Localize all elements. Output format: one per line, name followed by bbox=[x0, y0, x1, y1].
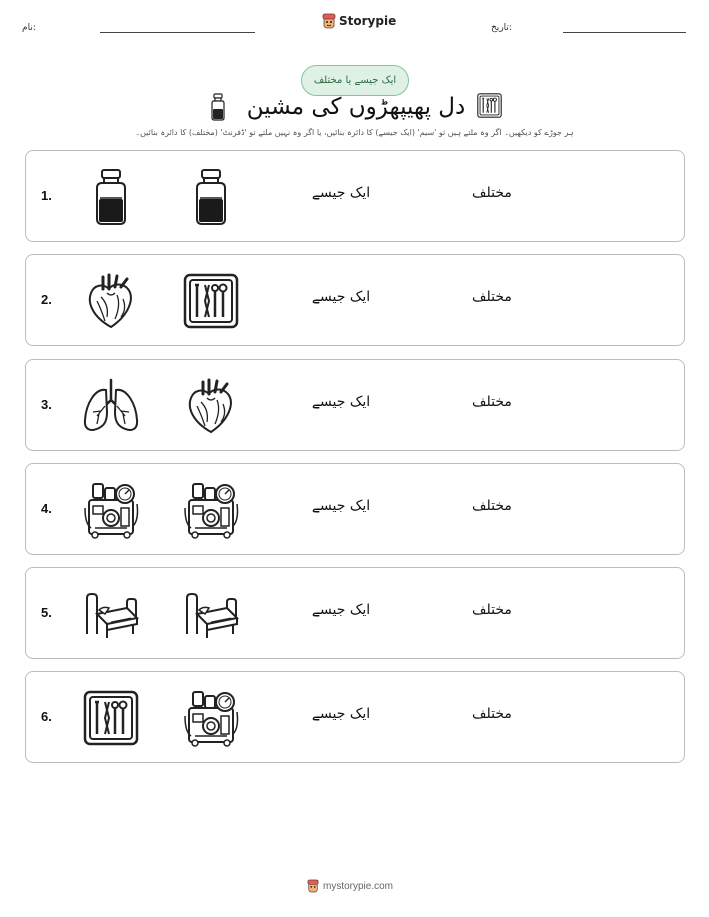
vial-icon bbox=[209, 93, 227, 121]
heart-lung-machine-icon bbox=[81, 480, 141, 540]
option-different[interactable]: مختلف bbox=[472, 498, 512, 514]
heart-lung-machine-icon bbox=[181, 688, 241, 748]
option-different[interactable]: مختلف bbox=[472, 394, 512, 410]
worksheet-header bbox=[0, 10, 709, 40]
activity-badge: ایک جیسے یا مختلف bbox=[301, 65, 409, 96]
vial-icon bbox=[181, 167, 241, 227]
storypie-logo-icon bbox=[307, 879, 319, 893]
matching-row bbox=[25, 254, 685, 346]
option-different[interactable]: مختلف bbox=[472, 289, 512, 305]
row-number: 1. bbox=[41, 188, 52, 203]
heart-icon bbox=[81, 271, 141, 331]
matching-row bbox=[25, 150, 685, 242]
hospital-bed-icon bbox=[81, 584, 141, 644]
name-line[interactable] bbox=[100, 32, 255, 33]
surgical-tools-icon bbox=[476, 92, 503, 119]
date-label: تاریخ: bbox=[491, 23, 512, 33]
option-same[interactable]: ایک جیسے bbox=[311, 498, 371, 514]
vial-icon bbox=[81, 167, 141, 227]
page-title: دل پھیپھڑوں کی مشین bbox=[246, 94, 466, 120]
brand bbox=[322, 13, 396, 29]
heart-lung-machine-icon bbox=[181, 480, 241, 540]
matching-row bbox=[25, 359, 685, 451]
option-same[interactable]: ایک جیسے bbox=[311, 602, 371, 618]
heart-icon bbox=[181, 376, 241, 436]
option-same[interactable]: ایک جیسے bbox=[311, 394, 371, 410]
matching-row bbox=[25, 567, 685, 659]
lungs-icon bbox=[81, 376, 141, 436]
option-same[interactable]: ایک جیسے bbox=[311, 706, 371, 722]
option-different[interactable]: مختلف bbox=[472, 185, 512, 201]
instructions: ہر جوڑے کو دیکھیں۔ اگر وہ ملتے ہیں تو 'سیم' (ایک جیسے) کا دائرہ بنائیں، یا اگر وہ نہیں ملتے تو 'ڈفرنٹ' (مختلف) کا دائرہ بنائیں۔ bbox=[135, 128, 574, 137]
brand-name: Storypie bbox=[339, 14, 397, 28]
option-different[interactable]: مختلف bbox=[472, 602, 512, 618]
row-number: 6. bbox=[41, 709, 52, 724]
row-number: 4. bbox=[41, 501, 52, 516]
hospital-bed-icon bbox=[181, 584, 241, 644]
storypie-logo-icon bbox=[322, 13, 336, 29]
footer bbox=[307, 879, 393, 893]
row-number: 5. bbox=[41, 605, 52, 620]
title-row bbox=[0, 92, 709, 126]
option-same[interactable]: ایک جیسے bbox=[311, 185, 371, 201]
matching-row bbox=[25, 463, 685, 555]
surgical-tools-icon bbox=[181, 271, 241, 331]
name-label: نام: bbox=[22, 23, 36, 33]
date-line[interactable] bbox=[563, 32, 686, 33]
option-same[interactable]: ایک جیسے bbox=[311, 289, 371, 305]
row-number: 3. bbox=[41, 397, 52, 412]
matching-row bbox=[25, 671, 685, 763]
option-different[interactable]: مختلف bbox=[472, 706, 512, 722]
footer-url: mystorypie.com bbox=[323, 880, 394, 892]
surgical-tools-icon bbox=[81, 688, 141, 748]
row-number: 2. bbox=[41, 292, 52, 307]
